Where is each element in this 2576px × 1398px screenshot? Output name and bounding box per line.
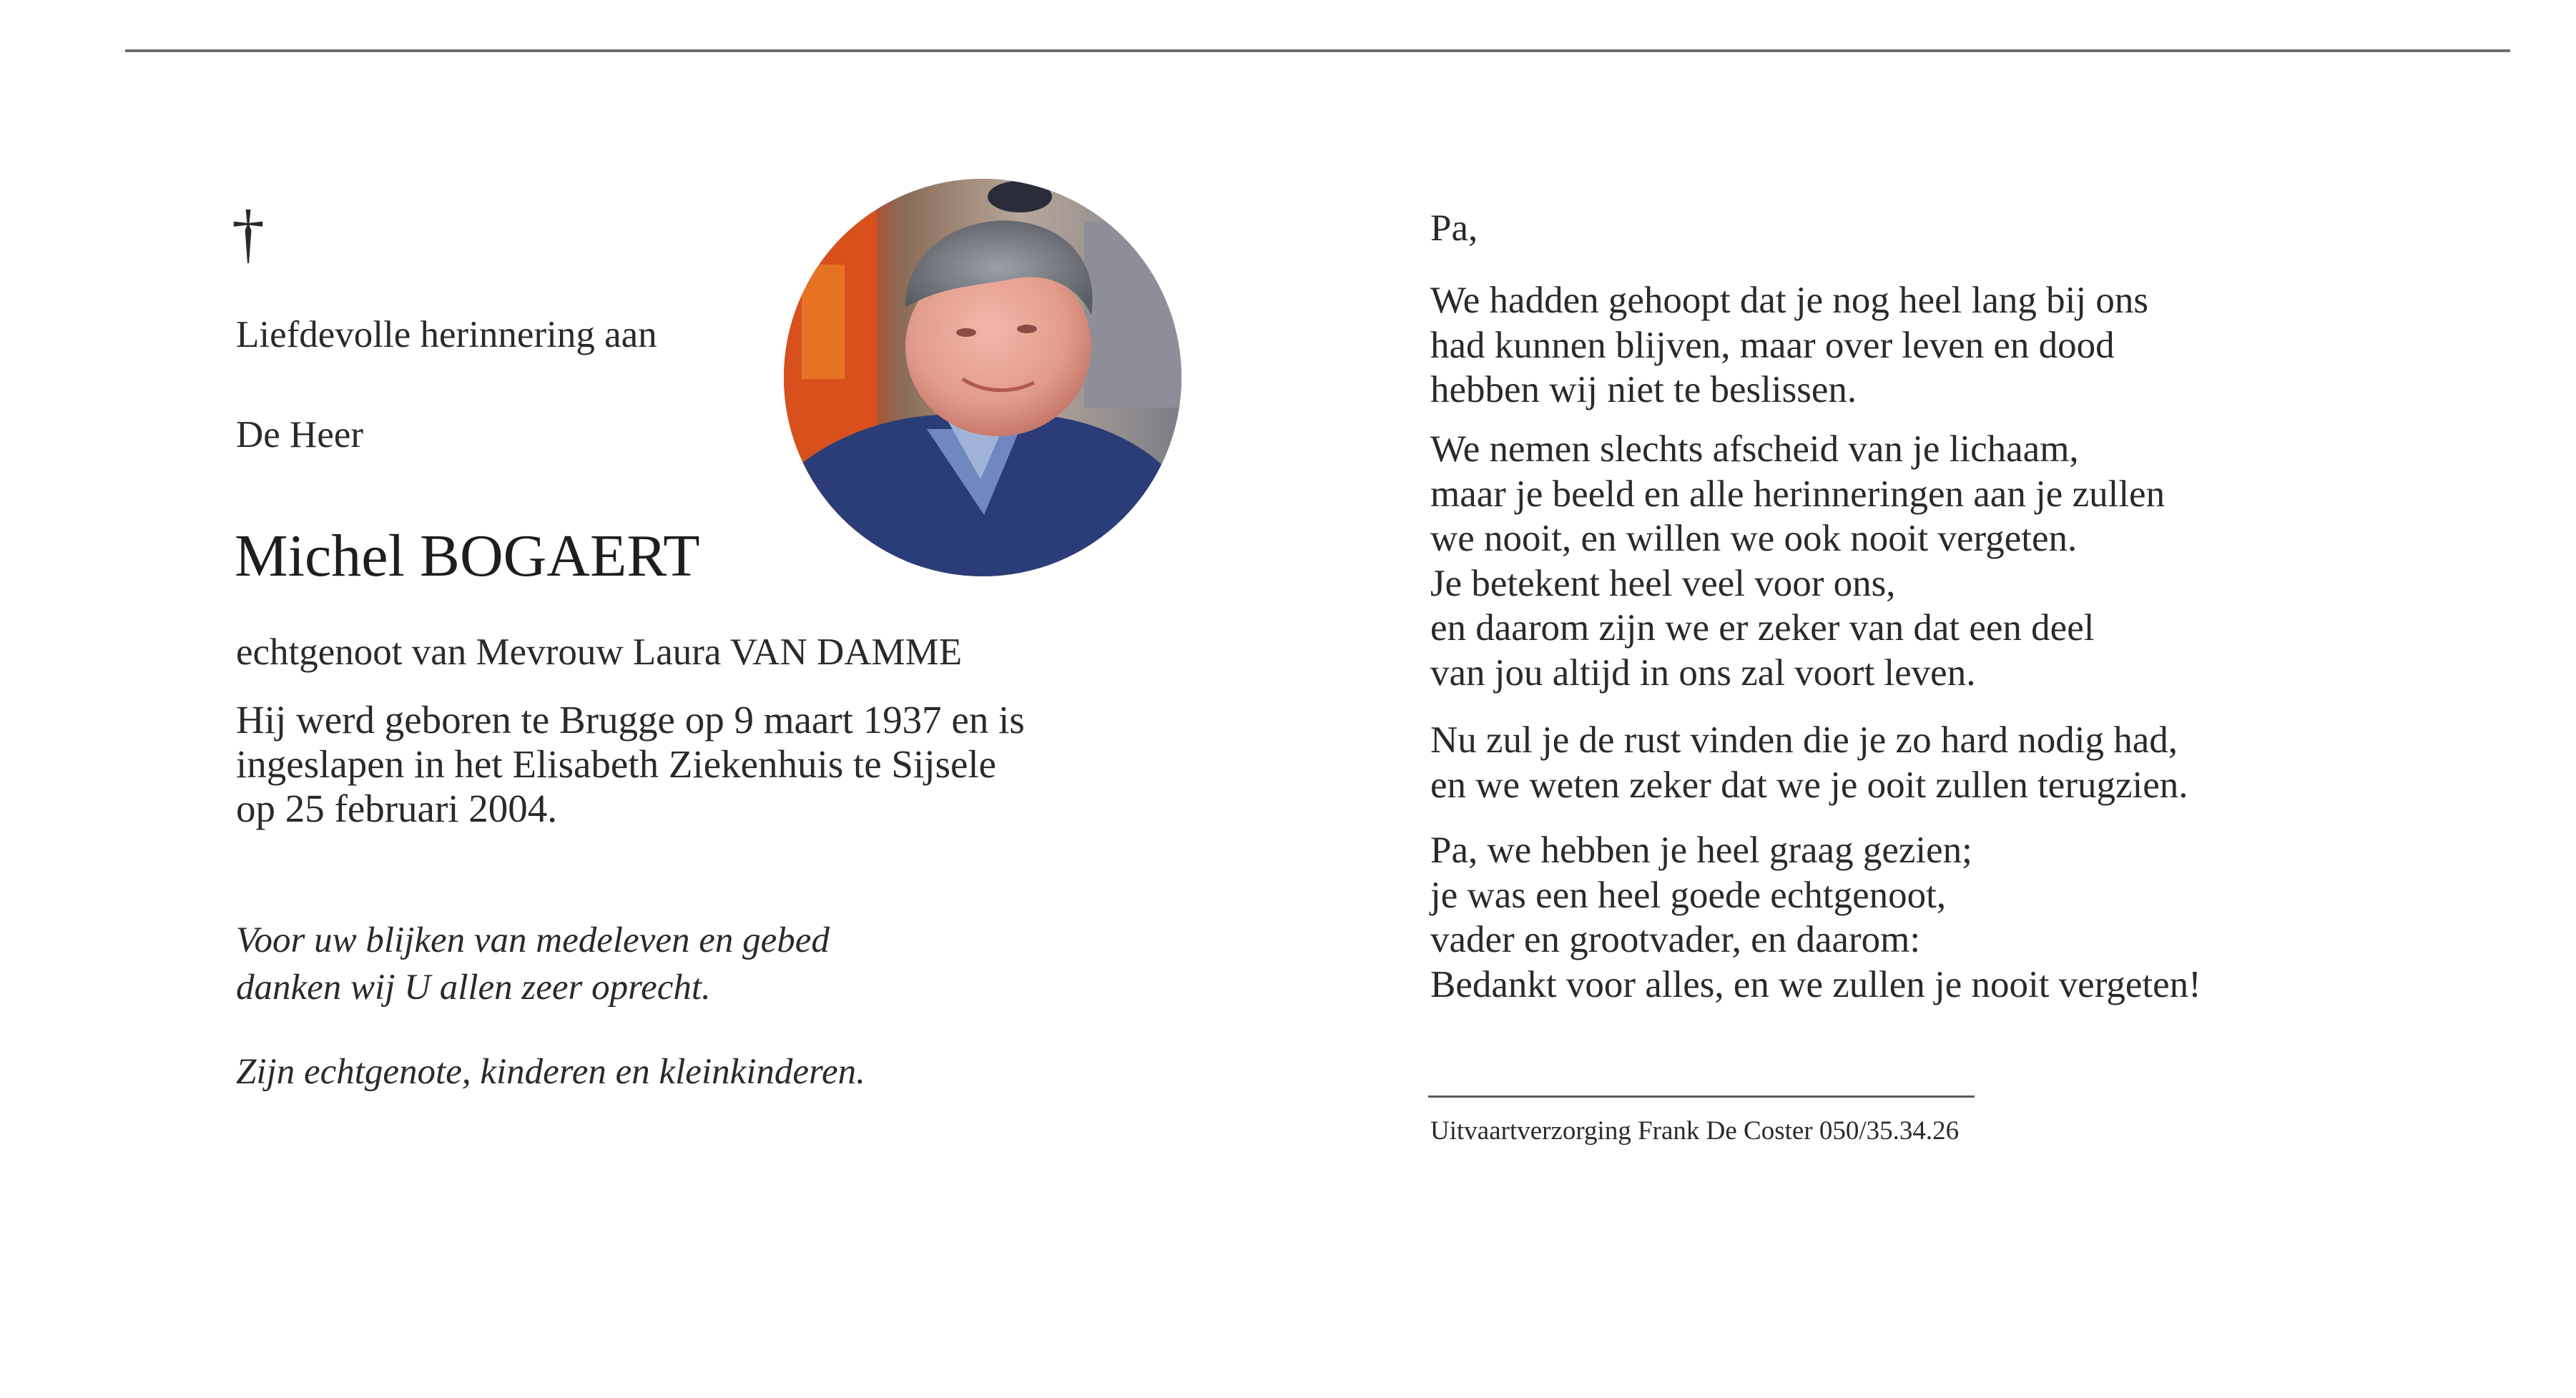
poem-line: en we weten zeker dat we je ooit zullen terugzien. [1430,764,2188,806]
thanks-line: Voor uw blijken van medeleven en gebed [236,920,830,960]
poem-stanza [1430,828,2201,1007]
poem-line: je was een heel goede echtgenoot, [1430,874,1947,916]
poem-line: vader en grootvader, en daarom: [1430,919,1921,960]
poem-stanza [1430,427,2165,695]
poem-line: maar je beeld en alle herinneringen aan je zullen [1430,473,2165,515]
honorific-title: De Heer [236,414,364,456]
poem-line: We nemen slechts afscheid van je lichaam, [1430,428,2079,470]
top-divider [125,49,2510,52]
undertaker-credit: Uitvaartverzorging Frank De Coster 050/35.34.26 [1430,1116,1960,1146]
poem-line: We hadden gehoopt dat je nog heel lang bij ons [1430,280,2148,321]
poem-line: hebben wij niet te beslissen. [1430,369,1857,410]
poem-line: Je betekent heel veel voor ons, [1430,562,1896,604]
poem-line: Nu zul je de rust vinden die je zo hard nodig had, [1430,719,2178,761]
poem-stanza [1430,718,2188,807]
poem-line: Pa, we hebben je heel graag gezien; [1430,830,1972,871]
cross-symbol: † [232,197,265,270]
intro-text: Liefdevolle herinnering aan [236,314,657,355]
spouse-line: echtgenoot van Mevrouw Laura VAN DAMME [236,631,963,673]
thanks-paragraph [236,917,830,1011]
portrait-photo [784,179,1181,576]
footer-divider [1428,1096,1975,1098]
poem-line: en daarom zijn we er zeker van dat een deel [1430,607,2095,649]
family-signature: Zijn echtgenote, kinderen en kleinkinderen. [236,1052,865,1092]
poem-line: van jou altijd in ons zal voort leven. [1430,651,1976,694]
birth-line: ingeslapen in het Elisabeth Ziekenhuis te Sijsele [236,742,997,786]
poem-stanza [1430,278,2148,413]
poem-line: had kunnen blijven, maar over leven en dood [1430,324,2115,366]
poem-line: Bedankt voor alles, en we zullen je nooit vergeten! [1430,963,2201,1005]
birth-death-paragraph [236,698,1025,831]
deceased-name: Michel BOGAERT [235,523,700,589]
poem-greeting: Pa, [1430,207,1478,249]
thanks-line: danken wij U allen zeer oprecht. [236,968,711,1008]
poem-line: we nooit, en willen we ook nooit vergeten. [1430,518,2078,559]
birth-line: op 25 februari 2004. [236,787,558,830]
birth-line: Hij werd geboren te Brugge op 9 maart 1937 en is [236,698,1025,742]
